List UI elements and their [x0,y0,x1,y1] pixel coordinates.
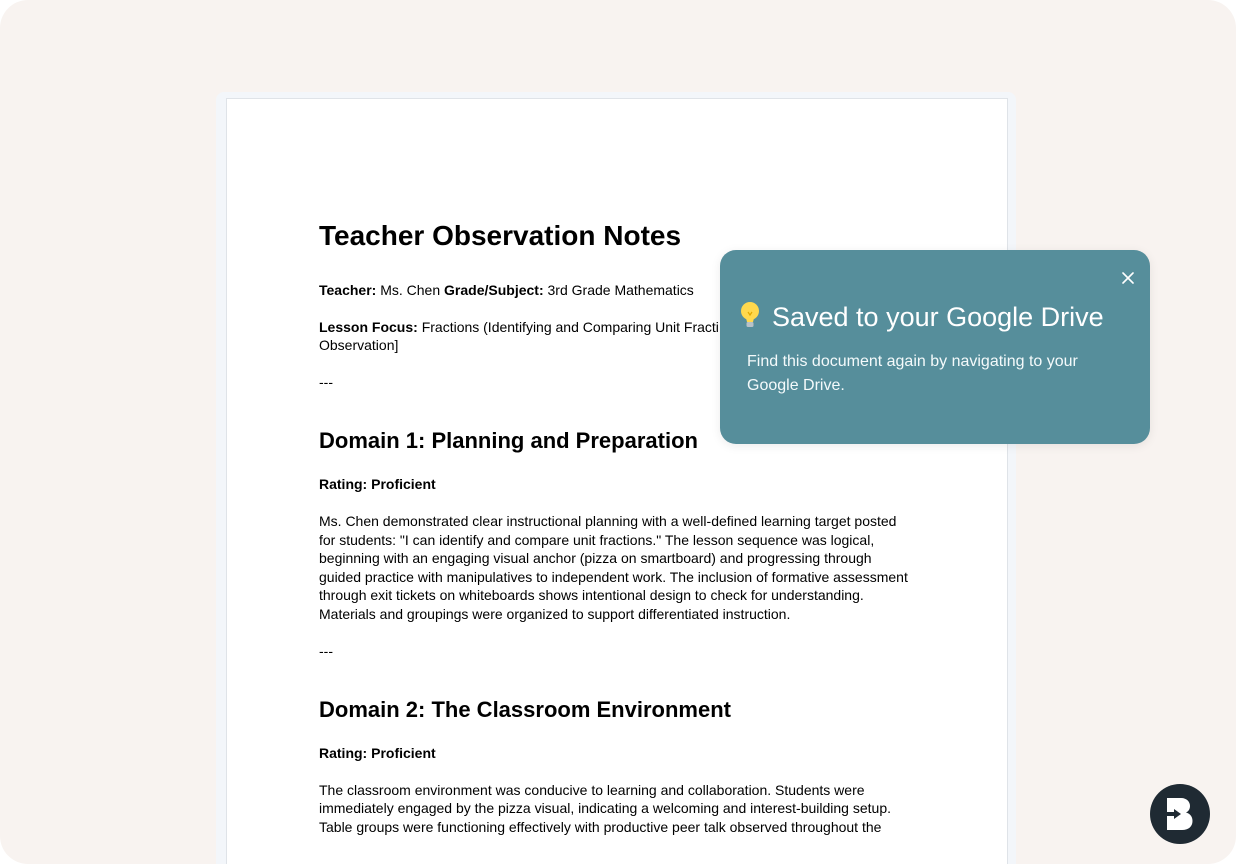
close-icon[interactable] [1118,268,1138,288]
toast-title-text: Saved to your Google Drive [772,302,1104,332]
focus-value: Fractions (Identifying and Comparing Unit Fracti [421,318,719,335]
focus-label: Lesson Focus: [319,318,418,335]
teacher-value: Ms. Chen [380,282,441,298]
paragraph-line: immediately engaged by the pizza visual, indicating a welcoming and interest-building setup. [319,800,891,817]
saved-notification-toast [720,250,1150,444]
separator: --- [319,373,333,390]
lightbulb-icon [738,300,764,338]
domain2-rating: Rating: Proficient [319,745,436,762]
domain2-paragraph [319,781,919,837]
paragraph-line: Table groups were functioning effectively with productive peer talk observed throughout the [319,818,882,835]
paragraph-line: guided practice with manipulatives to independent work. The inclusion of formative assessment [319,568,908,585]
grade-value: 3rd Grade Mathematics [547,282,694,298]
toast-body: Find this document again by navigating to your Google Drive. [747,353,1078,394]
document-title: Teacher Observation Notes [319,220,682,251]
paragraph-line: beginning with an engaging visual anchor (pizza on smartboard) and progressing through [319,550,872,567]
document-page[interactable] [226,98,1008,864]
paragraph-line: for students: "I can identify and compare unit fractions." The lesson sequence was logical, [319,531,875,548]
separator: --- [319,642,333,659]
toast-title [738,300,1104,338]
brand-logo-icon[interactable] [1150,784,1210,844]
grade-label: Grade/Subject: [444,282,544,298]
paragraph-line: Ms. Chen demonstrated clear instructional planning with a well-defined learning target posted [319,512,897,529]
paragraph-line: The classroom environment was conducive to learning and collaboration. Students were [319,781,865,798]
paragraph-line: Materials and groupings were organized to support differentiated instruction. [319,605,791,622]
domain1-heading: Domain 1: Planning and Preparation [319,428,698,454]
domain1-rating: Rating: Proficient [319,476,436,493]
domain1-paragraph [319,512,919,624]
focus-value-continued: Observation] [319,337,399,354]
domain2-heading: Domain 2: The Classroom Environment [319,697,731,723]
teacher-label: Teacher: [319,282,377,298]
paragraph-line: through exit tickets on whiteboards shows intentional design to check for understanding. [319,587,864,604]
